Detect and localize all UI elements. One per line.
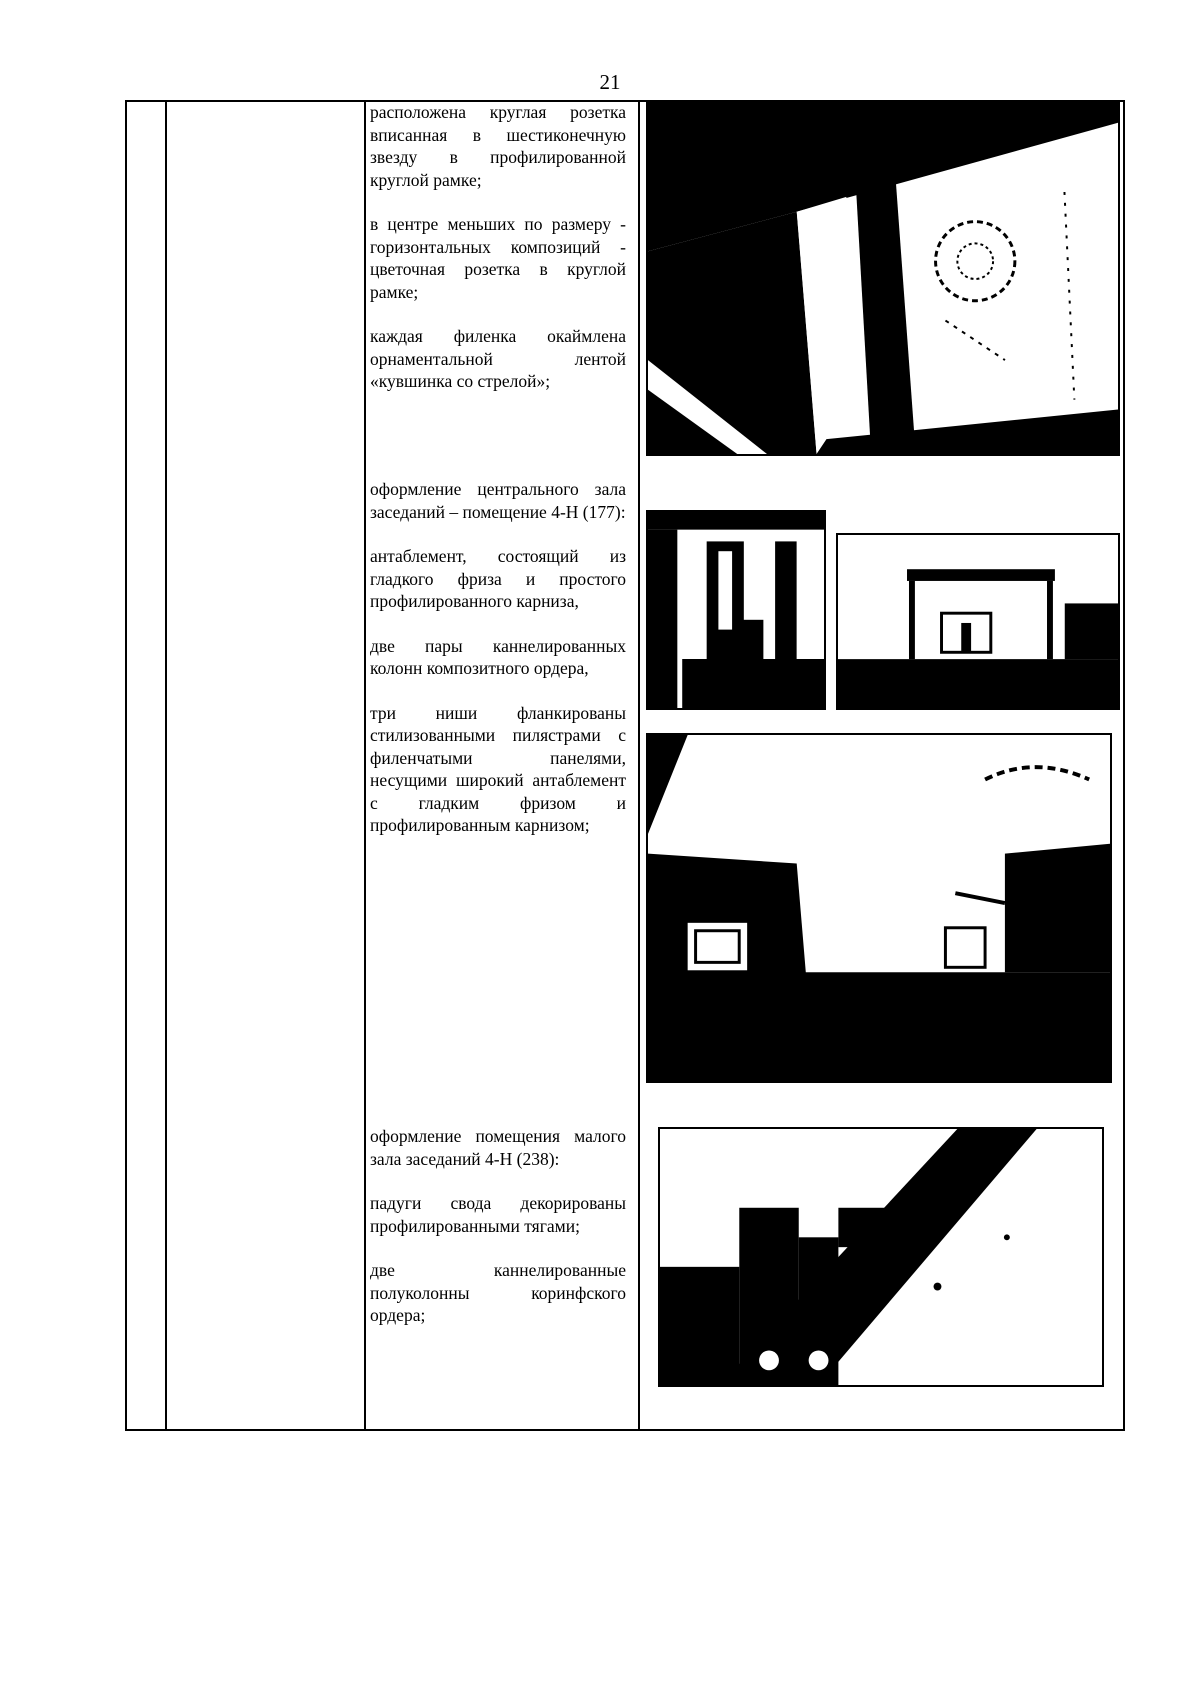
vault-ceiling-photo [658, 1127, 1104, 1387]
description-section-2 [370, 478, 626, 837]
paragraph: падуги свода декорированы профилированными тягами; [370, 1193, 626, 1236]
description-section-1 [370, 101, 626, 393]
page-number: 21 [599, 70, 621, 94]
hall-interior-wide-photo [646, 733, 1112, 1083]
paragraph: две каннелированные полуколонны коринфского ордера; [370, 1260, 626, 1325]
column-divider-1 [165, 102, 167, 1429]
paragraph: две пары каннелированных колонн композитного ордера, [370, 635, 626, 678]
hall-doorway-photo [836, 533, 1120, 710]
paragraph: антаблемент, состоящий из гладкого фриза и простого профилированного карниза, [370, 546, 626, 611]
paragraph: оформление помещения малого зала заседаний 4-Н (238): [370, 1126, 626, 1169]
column-divider-2 [364, 102, 366, 1429]
hall-colonnade-photo [646, 510, 826, 710]
paragraph: в центре меньших по размеру - горизонтальных композиций - цветочная розетка в круглой рамке; [370, 214, 626, 302]
paragraph: оформление центрального зала заседаний – помещение 4-Н (177): [370, 479, 626, 522]
paragraph: три ниши фланкированы стилизованными пилястрами с филенчатыми панелями, несущими широкий антаблемент с гладким фризом и профилированным карнизом; [370, 702, 626, 835]
paragraph: расположена круглая розетка вписанная в шестиконечную звезду в профилированной круглой рамке; [370, 102, 626, 190]
column-divider-3 [638, 102, 640, 1429]
ceiling-panel-rosette-photo [646, 101, 1120, 456]
paragraph: каждая филенка окаймлена орнаментальной лентой «кувшинка со стрелой»; [370, 326, 626, 391]
description-section-3 [370, 1125, 626, 1327]
